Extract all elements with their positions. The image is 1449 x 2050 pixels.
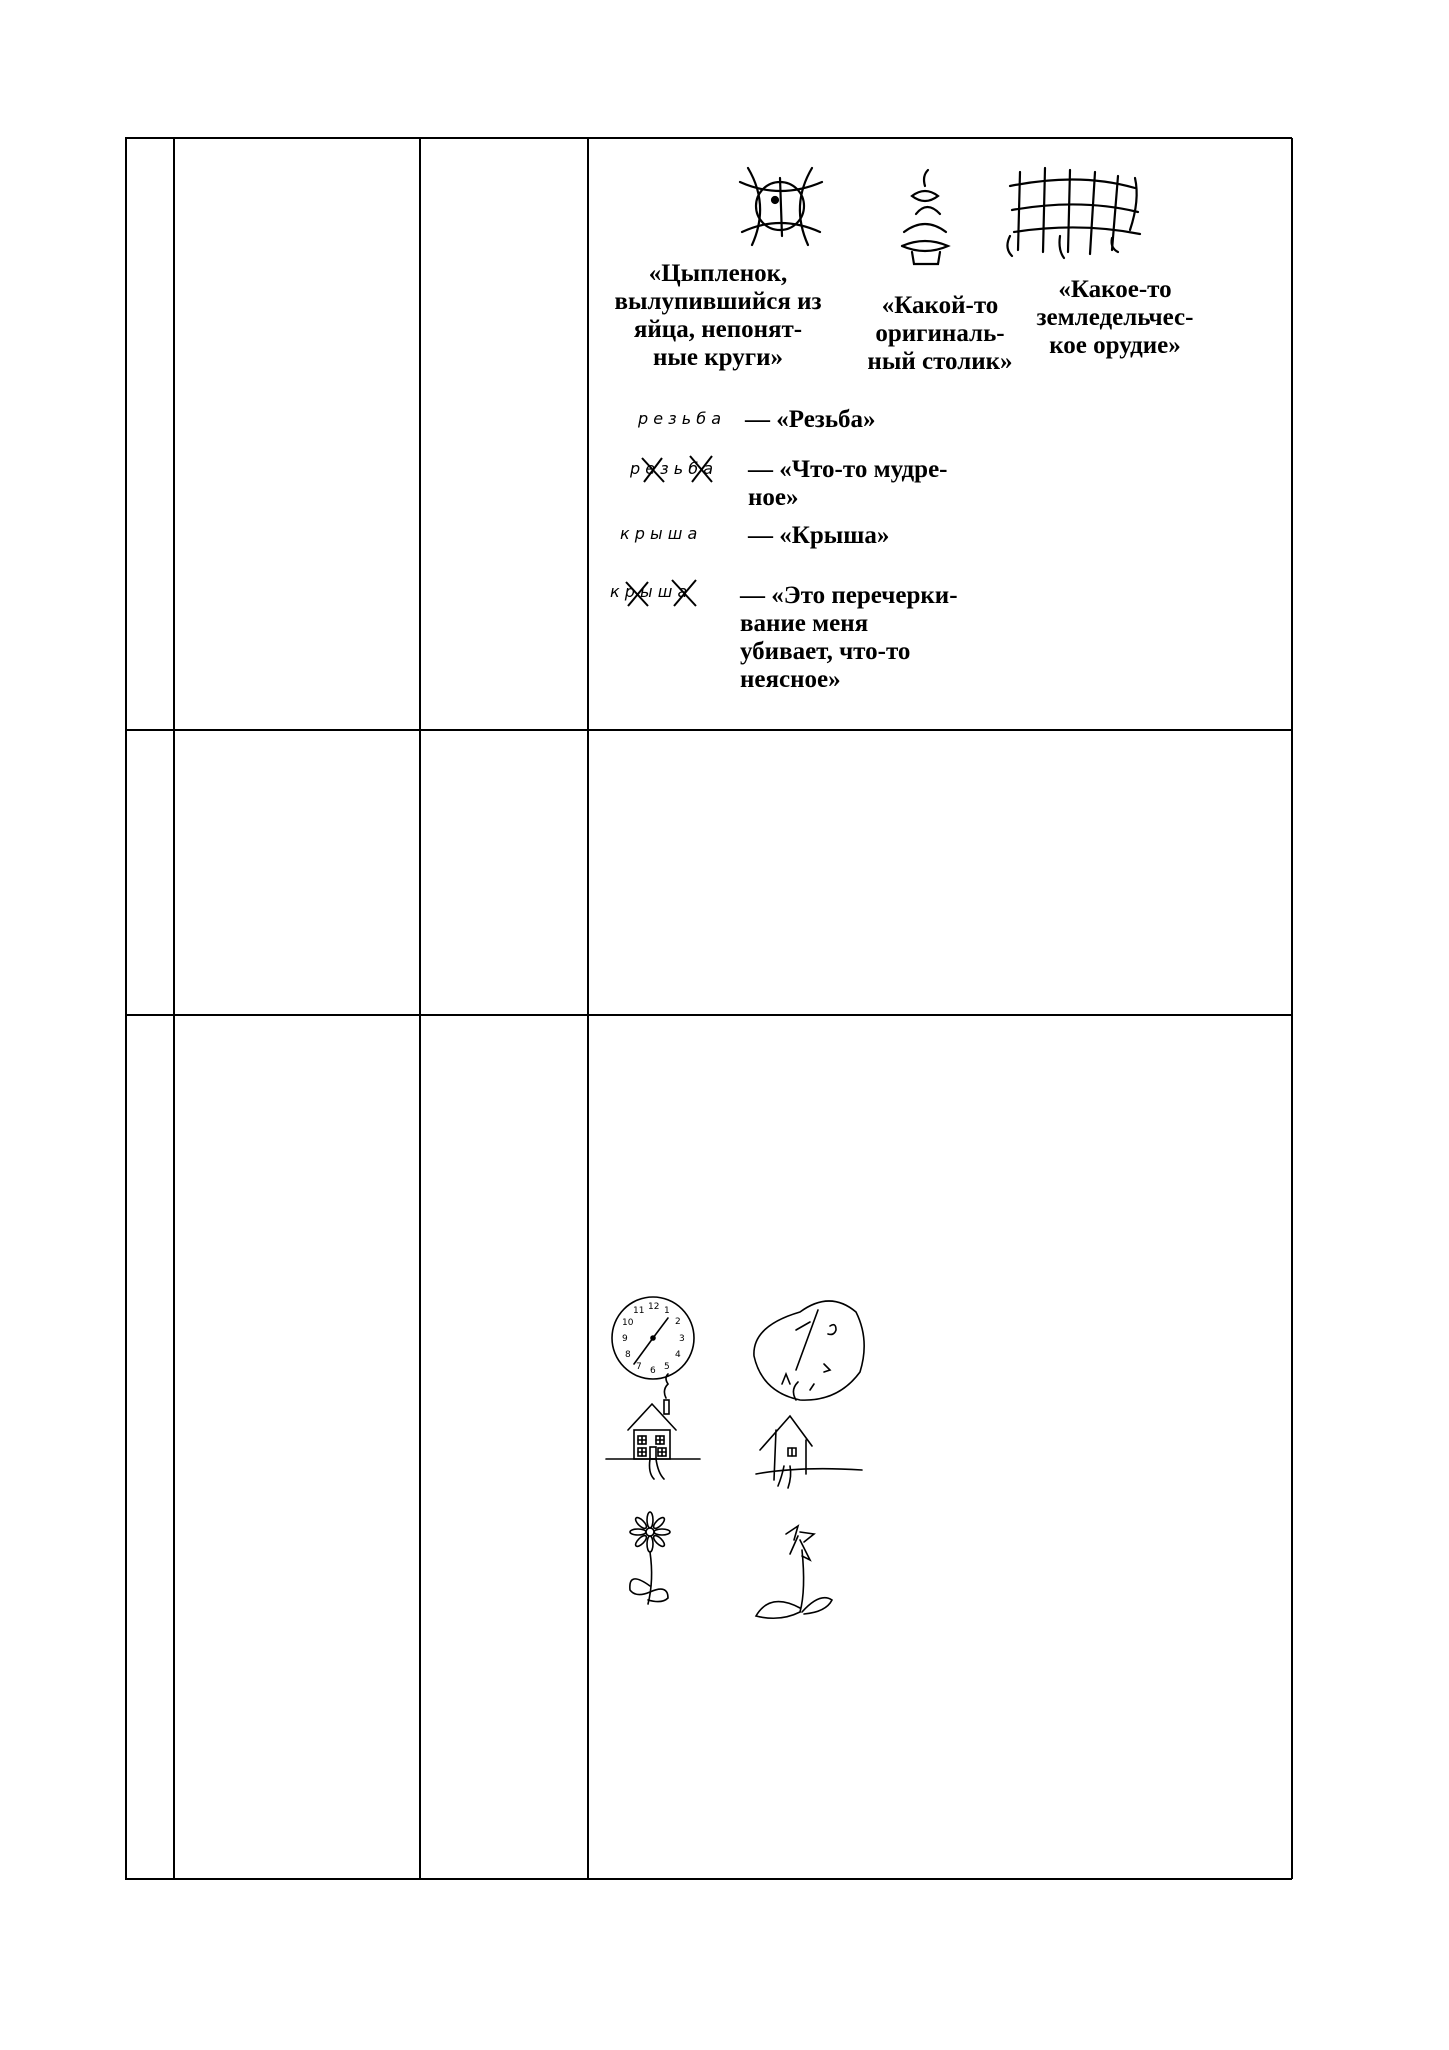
figure1-caption-3: «Какое-то земледельчес- кое орудие» (1036, 276, 1194, 359)
clock-num-6: 6 (650, 1366, 656, 1376)
clock-num-3: 3 (679, 1334, 685, 1344)
model-house (606, 1374, 700, 1479)
clock-num-11: 11 (633, 1306, 645, 1316)
figure2-caption-2: — «Что-то мудре- ное» (748, 456, 948, 511)
word-rezba-1: р е з ь б а (638, 409, 722, 428)
patient-clock (754, 1301, 864, 1400)
clock-num-12: 12 (648, 1302, 660, 1312)
clock-num-2: 2 (675, 1317, 681, 1327)
patient-flower (756, 1526, 832, 1618)
figure2-caption-1: — «Резьба» (745, 406, 876, 433)
patient-house (756, 1382, 862, 1488)
figure1-caption-1: «Цыпленок, вылупившийся из яйца, непонят- ные круги» (614, 260, 822, 371)
word-krysha-1: к р ы ш а (620, 524, 698, 543)
clock-num-7: 7 (636, 1362, 642, 1372)
clock-num-10: 10 (622, 1318, 634, 1328)
word-krysha-2: к р ы ш а (610, 582, 688, 601)
figure2-caption-4: — «Это перечерки- вание меня убивает, что-то неясное» (740, 582, 958, 693)
figure2-caption-3: — «Крыша» (748, 522, 890, 549)
word-rezba-2: р е з ь б а (630, 459, 714, 478)
model-flower (630, 1512, 670, 1604)
clock-num-4: 4 (675, 1350, 681, 1360)
clock-num-1: 1 (664, 1306, 670, 1316)
clock-num-9: 9 (622, 1334, 628, 1344)
clock-num-8: 8 (625, 1350, 631, 1360)
figure1-caption-2: «Какой-то оригиналь- ный столик» (867, 292, 1013, 375)
clock-num-5: 5 (664, 1362, 670, 1372)
